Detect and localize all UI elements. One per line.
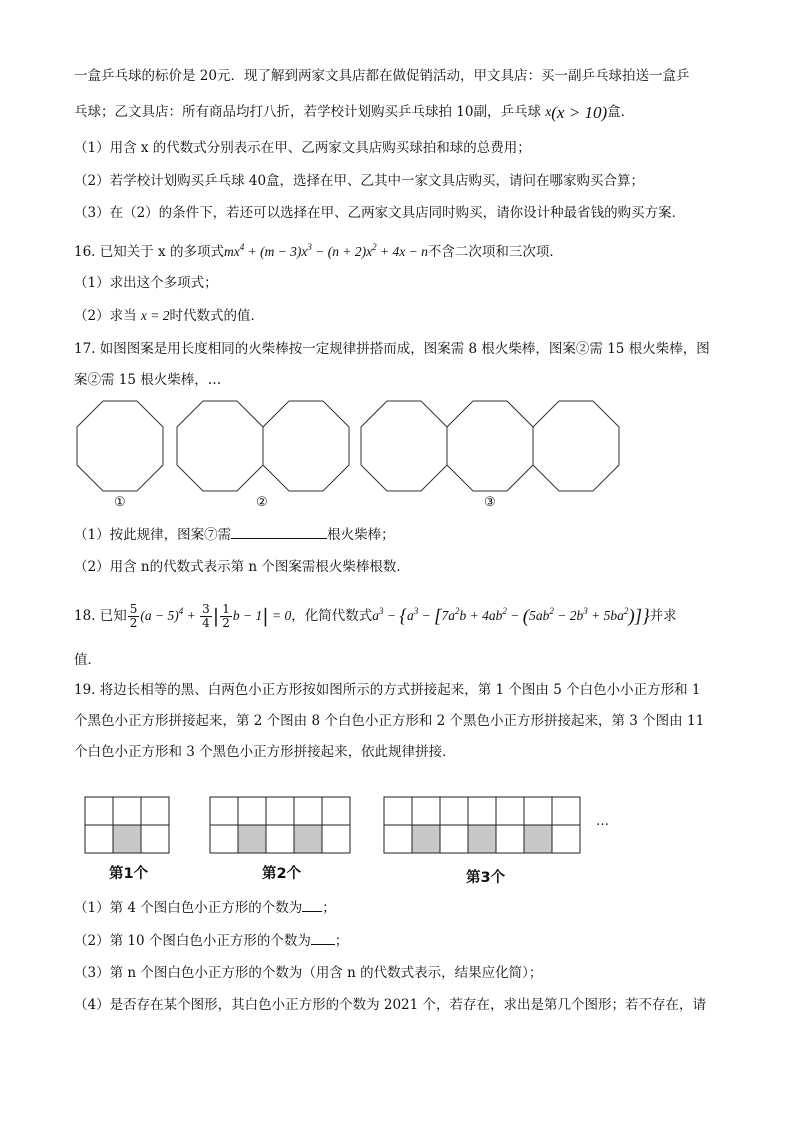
figure-label-3: ③ xyxy=(484,495,496,510)
p15-condition: (x > 10) xyxy=(551,103,608,122)
gray-square xyxy=(238,825,266,853)
octagon-3c xyxy=(533,401,619,491)
p17-line2: 案②需 15 根火柴棒，… xyxy=(74,372,222,388)
p15-var-x: x xyxy=(545,104,552,119)
p17-q1-text: （1）按此规律，图案⑦需 xyxy=(74,527,232,543)
p16-q2-end: 时代数式的值． xyxy=(169,308,264,324)
p16-q2-text: （2）求当 xyxy=(74,308,141,324)
p19-q2-text: （2）第 10 个图白色小正方形的个数为 xyxy=(74,933,311,949)
p19-q2 xyxy=(74,931,348,951)
p19-q1-end: ； xyxy=(322,900,336,916)
p19-q4: （4）是否存在某个图形，其白色小正方形的个数为 2021 个，若存在，求出是第几个图形；若不存在，请 xyxy=(74,997,707,1013)
answer-blank xyxy=(311,944,335,945)
p18-stem-text: 18. 已知 xyxy=(74,608,127,624)
p16-q2-expr: x = 2 xyxy=(140,308,170,323)
grid-label-2: 第2个 xyxy=(262,866,302,882)
p15-q1: （1）用含 x 的代数式分别表示在甲、乙两家文具店购买球拍和球的总费用； xyxy=(74,140,531,156)
p16-stem-text: 16. 已知关于 x 的多项式 xyxy=(74,244,224,260)
figure-label-2: ② xyxy=(256,495,268,510)
figure-label-1: ① xyxy=(114,495,126,510)
p18-stem-mid: ，化简代数式 xyxy=(291,608,373,624)
p18-line2: 值． xyxy=(74,652,101,668)
p17-q1 xyxy=(74,525,395,545)
p15-q3: （3）在（2）的条件下，若还可以选择在甲、乙两家文具店同时购买，请你设计种最省钱的购买方案． xyxy=(74,205,686,221)
p17-q1-end: 根火柴棒； xyxy=(327,527,395,543)
gray-square xyxy=(113,825,141,853)
p19-line2: 个黑色小正方形拼接起来，第 2 个图由 8 个白色小正方形和 2 个黑色小正方形拼接起来，第 3 个图由 11 xyxy=(74,713,705,729)
p18-expression: $a^3 - \{a^3 - [7a^2b + 4ab^2 - (5ab^2 - 2b^3 + 5ba^2)]\}$ xyxy=(372,606,650,627)
p19-q3: （3）第 n 个图白色小正方形的个数为（用含 n 的代数式表示，结果应化简）； xyxy=(74,965,543,981)
p17-line1: 17. 如图图案是用长度相同的火柴棒按一定规律拼搭而成，图案需 8 根火柴棒，图案②需 15 根火柴棒，图 xyxy=(74,341,710,357)
p15-line1: 一盒乒乓球的标价是 20元．现了解到两家文具店都在做促销活动，甲文具店：买一副乒乓球拍送一盒乒 xyxy=(74,68,690,84)
gray-square xyxy=(524,825,552,853)
p16-q2 xyxy=(74,306,264,326)
octagon-figures xyxy=(0,396,794,496)
p15-line2 xyxy=(74,102,634,123)
gray-square xyxy=(294,825,322,853)
square-grid-figures xyxy=(0,796,794,858)
p18-stem: 18. 已知 $\frac{5}{2}$ $(a - 5)^4$ + $\frac{3}{4}$ | $\frac{1}{2}$ b − 1| = 0，化简代数式$a^3 - \{a^3 - [7a^2b + 4ab^2 - (5ab^2 - 2b^3 + 5ba^2)]\}$并求 xyxy=(74,602,677,630)
p18-stem-end: 并求 xyxy=(649,608,677,624)
p16-polynomial: $mx^4 + (m - 3)x^3 - (n + 2)x^2 + 4x - n$ xyxy=(223,242,428,259)
grid-label-1: 第1个 xyxy=(109,866,149,882)
octagon-1 xyxy=(77,401,163,491)
frac-3-4: $\frac{3}{4}$ xyxy=(202,602,210,630)
answer-blank xyxy=(231,538,327,539)
frac-5-2: $\frac{5}{2}$ xyxy=(129,602,138,630)
ellipsis: … xyxy=(596,814,609,829)
octagon-3a xyxy=(361,401,447,491)
p19-line1: 19. 将边长相等的黑、白两色小正方形按如图所示的方式拼接起来，第 1 个图由 5 个白色小小正方形和 1 xyxy=(74,682,701,698)
p16-stem xyxy=(74,237,563,262)
grid-label-3: 第3个 xyxy=(466,870,506,886)
octagon-2a xyxy=(177,401,263,491)
gray-square xyxy=(468,825,496,853)
p19-q2-end: ； xyxy=(334,933,349,949)
p16-q1: （1）求出这个多项式； xyxy=(74,275,218,291)
octagon-3b xyxy=(447,401,533,491)
p19-line3: 个白色小正方形和 3 个黑色小正方形拼接起来，依此规律拼接． xyxy=(74,744,456,760)
gray-square xyxy=(412,825,440,853)
answer-blank xyxy=(302,911,322,912)
p15-q2: （2）若学校计划购买乒乓球 40盒，选择在甲、乙其中一家文具店购买，请问在哪家购买合算； xyxy=(74,173,645,189)
p16-stem-end: 不含二次项和三次项． xyxy=(427,244,563,260)
p19-q1 xyxy=(74,898,336,918)
octagon-2b xyxy=(263,401,349,491)
p17-q2: （2）用含 n的代数式表示第 n 个图案需根火柴棒根数． xyxy=(74,559,410,575)
p15-line2-text: 乓球；乙文具店：所有商品均打八折，若学校计划购买乒乓球拍 10副，乒乓球 xyxy=(74,104,546,120)
p19-q1-text: （1）第 4 个图白色小正方形的个数为 xyxy=(74,900,303,916)
frac-1-2: $\frac{1}{2}$ xyxy=(222,602,230,630)
p15-line2-end: 盒． xyxy=(607,104,635,120)
